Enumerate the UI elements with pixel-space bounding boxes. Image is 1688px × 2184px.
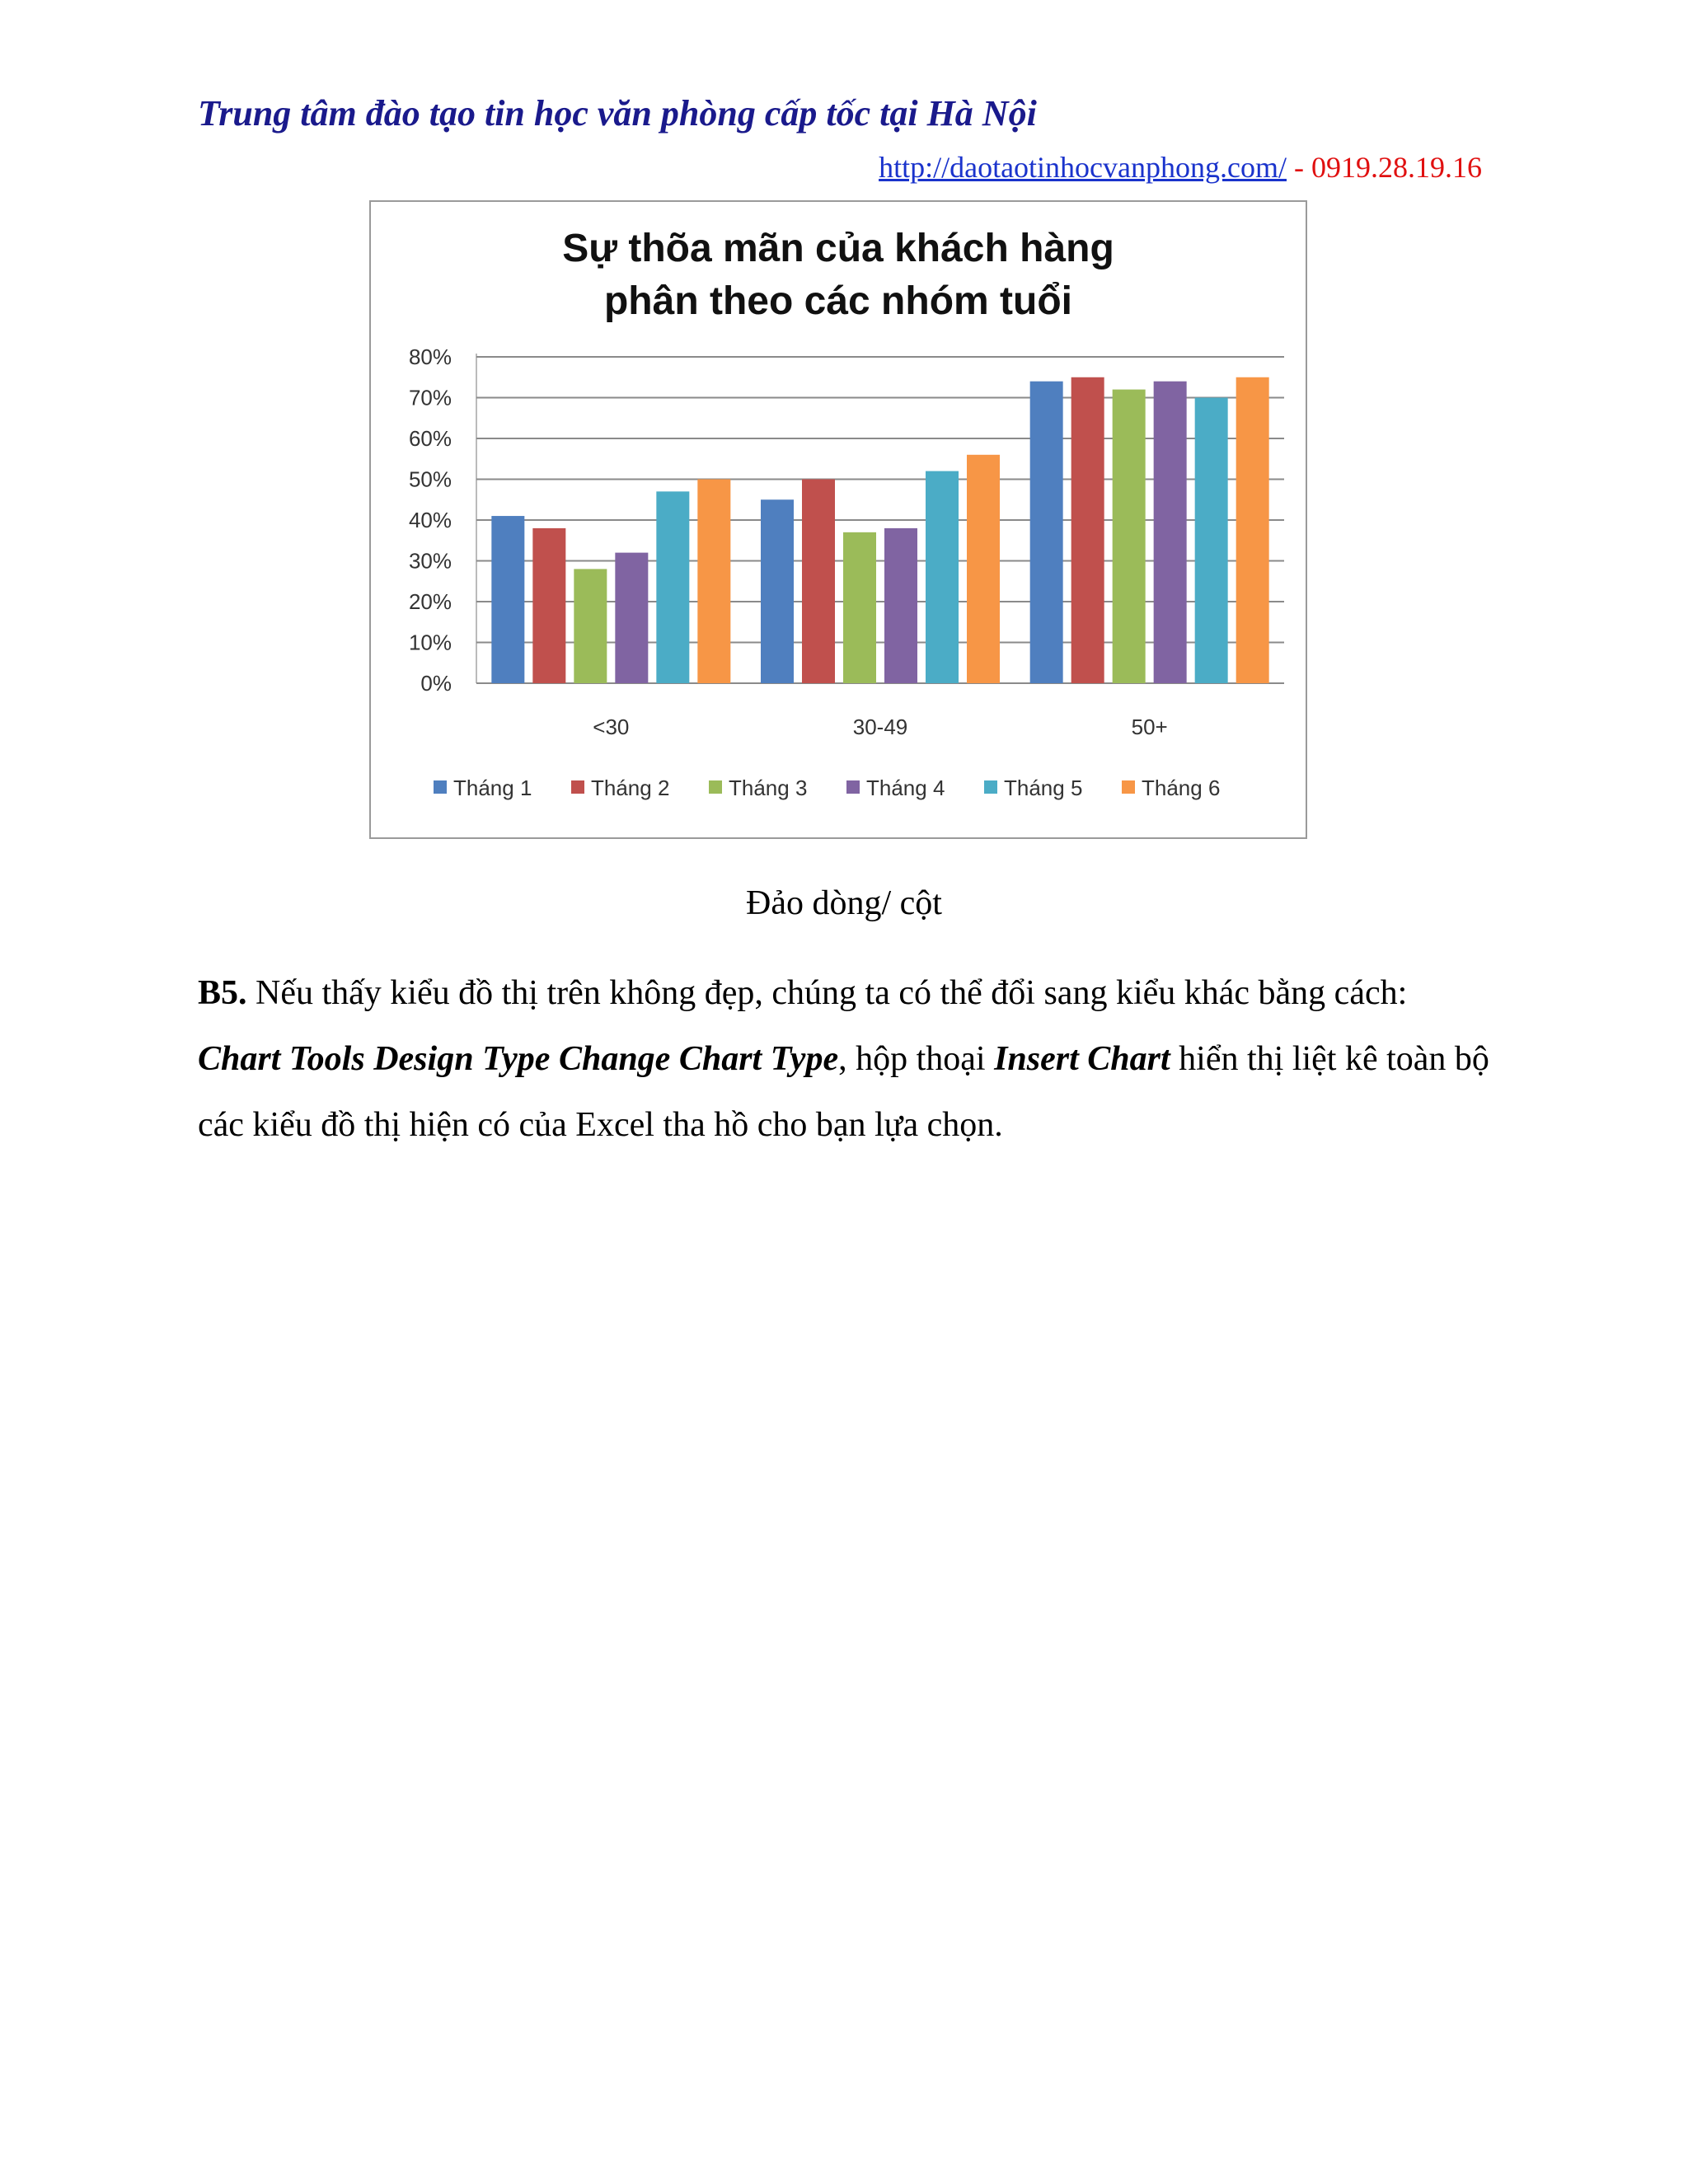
bar bbox=[843, 532, 876, 683]
legend-swatch bbox=[1122, 780, 1135, 794]
chart-title-line: phân theo các nhóm tuổi bbox=[603, 279, 1073, 323]
x-tick-label: <30 bbox=[593, 715, 630, 739]
y-tick-label: 20% bbox=[408, 589, 452, 614]
instruction-paragraph bbox=[198, 960, 1492, 1158]
bar bbox=[1113, 390, 1146, 683]
bar bbox=[761, 499, 794, 683]
y-tick-label: 70% bbox=[408, 385, 452, 410]
y-tick-label: 50% bbox=[408, 466, 452, 492]
paragraph-text-3: hiển thị liệt kê toàn bộ các kiểu đồ thị hiện có của Excel tha hồ cho bạn lựa chọn. bbox=[198, 1040, 1489, 1144]
menu-path-design: Design bbox=[373, 1040, 474, 1078]
y-tick-label: 10% bbox=[408, 630, 452, 655]
legend-label: Tháng 1 bbox=[453, 776, 532, 800]
contact-separator: - bbox=[1287, 151, 1311, 184]
paragraph-text-1: Nếu thấy kiểu đồ thị trên không đẹp, chúng ta có thể đổi sang kiểu khác bằng cách: bbox=[246, 974, 1408, 1012]
bar bbox=[532, 528, 565, 683]
dialog-name: Insert Chart bbox=[994, 1040, 1170, 1078]
legend-swatch bbox=[846, 780, 860, 794]
website-link[interactable]: http://daotaotinhocvanphong.com/ bbox=[879, 151, 1287, 184]
chart-frame bbox=[369, 200, 1307, 839]
bar bbox=[574, 569, 607, 683]
bar bbox=[1236, 377, 1269, 683]
y-tick-label: 40% bbox=[408, 508, 452, 532]
bar bbox=[1030, 382, 1063, 683]
bar bbox=[967, 455, 1000, 683]
paragraph-text-2: , hộp thoại bbox=[838, 1040, 995, 1078]
menu-path-type: Type bbox=[482, 1040, 551, 1078]
legend-label: Tháng 2 bbox=[591, 776, 670, 800]
y-tick-label: 0% bbox=[420, 671, 452, 696]
contact-line bbox=[879, 150, 1482, 185]
bar bbox=[1195, 398, 1228, 684]
bar bbox=[1071, 377, 1104, 683]
y-tick-label: 80% bbox=[408, 344, 452, 369]
phone-number: 0919.28.19.16 bbox=[1311, 151, 1482, 184]
bar bbox=[1154, 382, 1187, 683]
bar bbox=[656, 491, 689, 683]
menu-path-change-chart-type: Change Chart Type bbox=[558, 1040, 839, 1078]
legend-label: Tháng 6 bbox=[1142, 776, 1221, 800]
y-tick-label: 30% bbox=[408, 548, 452, 574]
legend-swatch bbox=[984, 780, 997, 794]
legend-label: Tháng 4 bbox=[866, 776, 945, 800]
legend-label: Tháng 3 bbox=[729, 776, 808, 800]
bar bbox=[697, 480, 730, 684]
legend-swatch bbox=[709, 780, 722, 794]
menu-path-chart-tools: Chart Tools bbox=[198, 1040, 365, 1078]
step-label: B5. bbox=[198, 974, 247, 1012]
bar bbox=[802, 480, 835, 684]
bar bbox=[491, 516, 524, 683]
x-tick-label: 50+ bbox=[1131, 715, 1168, 739]
legend-swatch bbox=[571, 780, 584, 794]
figure-caption: Đảo dòng/ cột bbox=[746, 884, 942, 922]
chart-title-line: Sự thõa mãn của khách hàng bbox=[562, 227, 1114, 270]
bar bbox=[884, 528, 917, 683]
legend-label: Tháng 5 bbox=[1004, 776, 1083, 800]
bar bbox=[926, 471, 959, 683]
x-tick-label: 30-49 bbox=[852, 715, 908, 739]
y-tick-label: 60% bbox=[408, 426, 452, 451]
bar bbox=[615, 553, 648, 683]
legend-swatch bbox=[434, 780, 447, 794]
page-title: Trung tâm đào tạo tin học văn phòng cấp tốc tại Hà Nội bbox=[198, 93, 1037, 134]
bar-chart bbox=[371, 202, 1306, 837]
